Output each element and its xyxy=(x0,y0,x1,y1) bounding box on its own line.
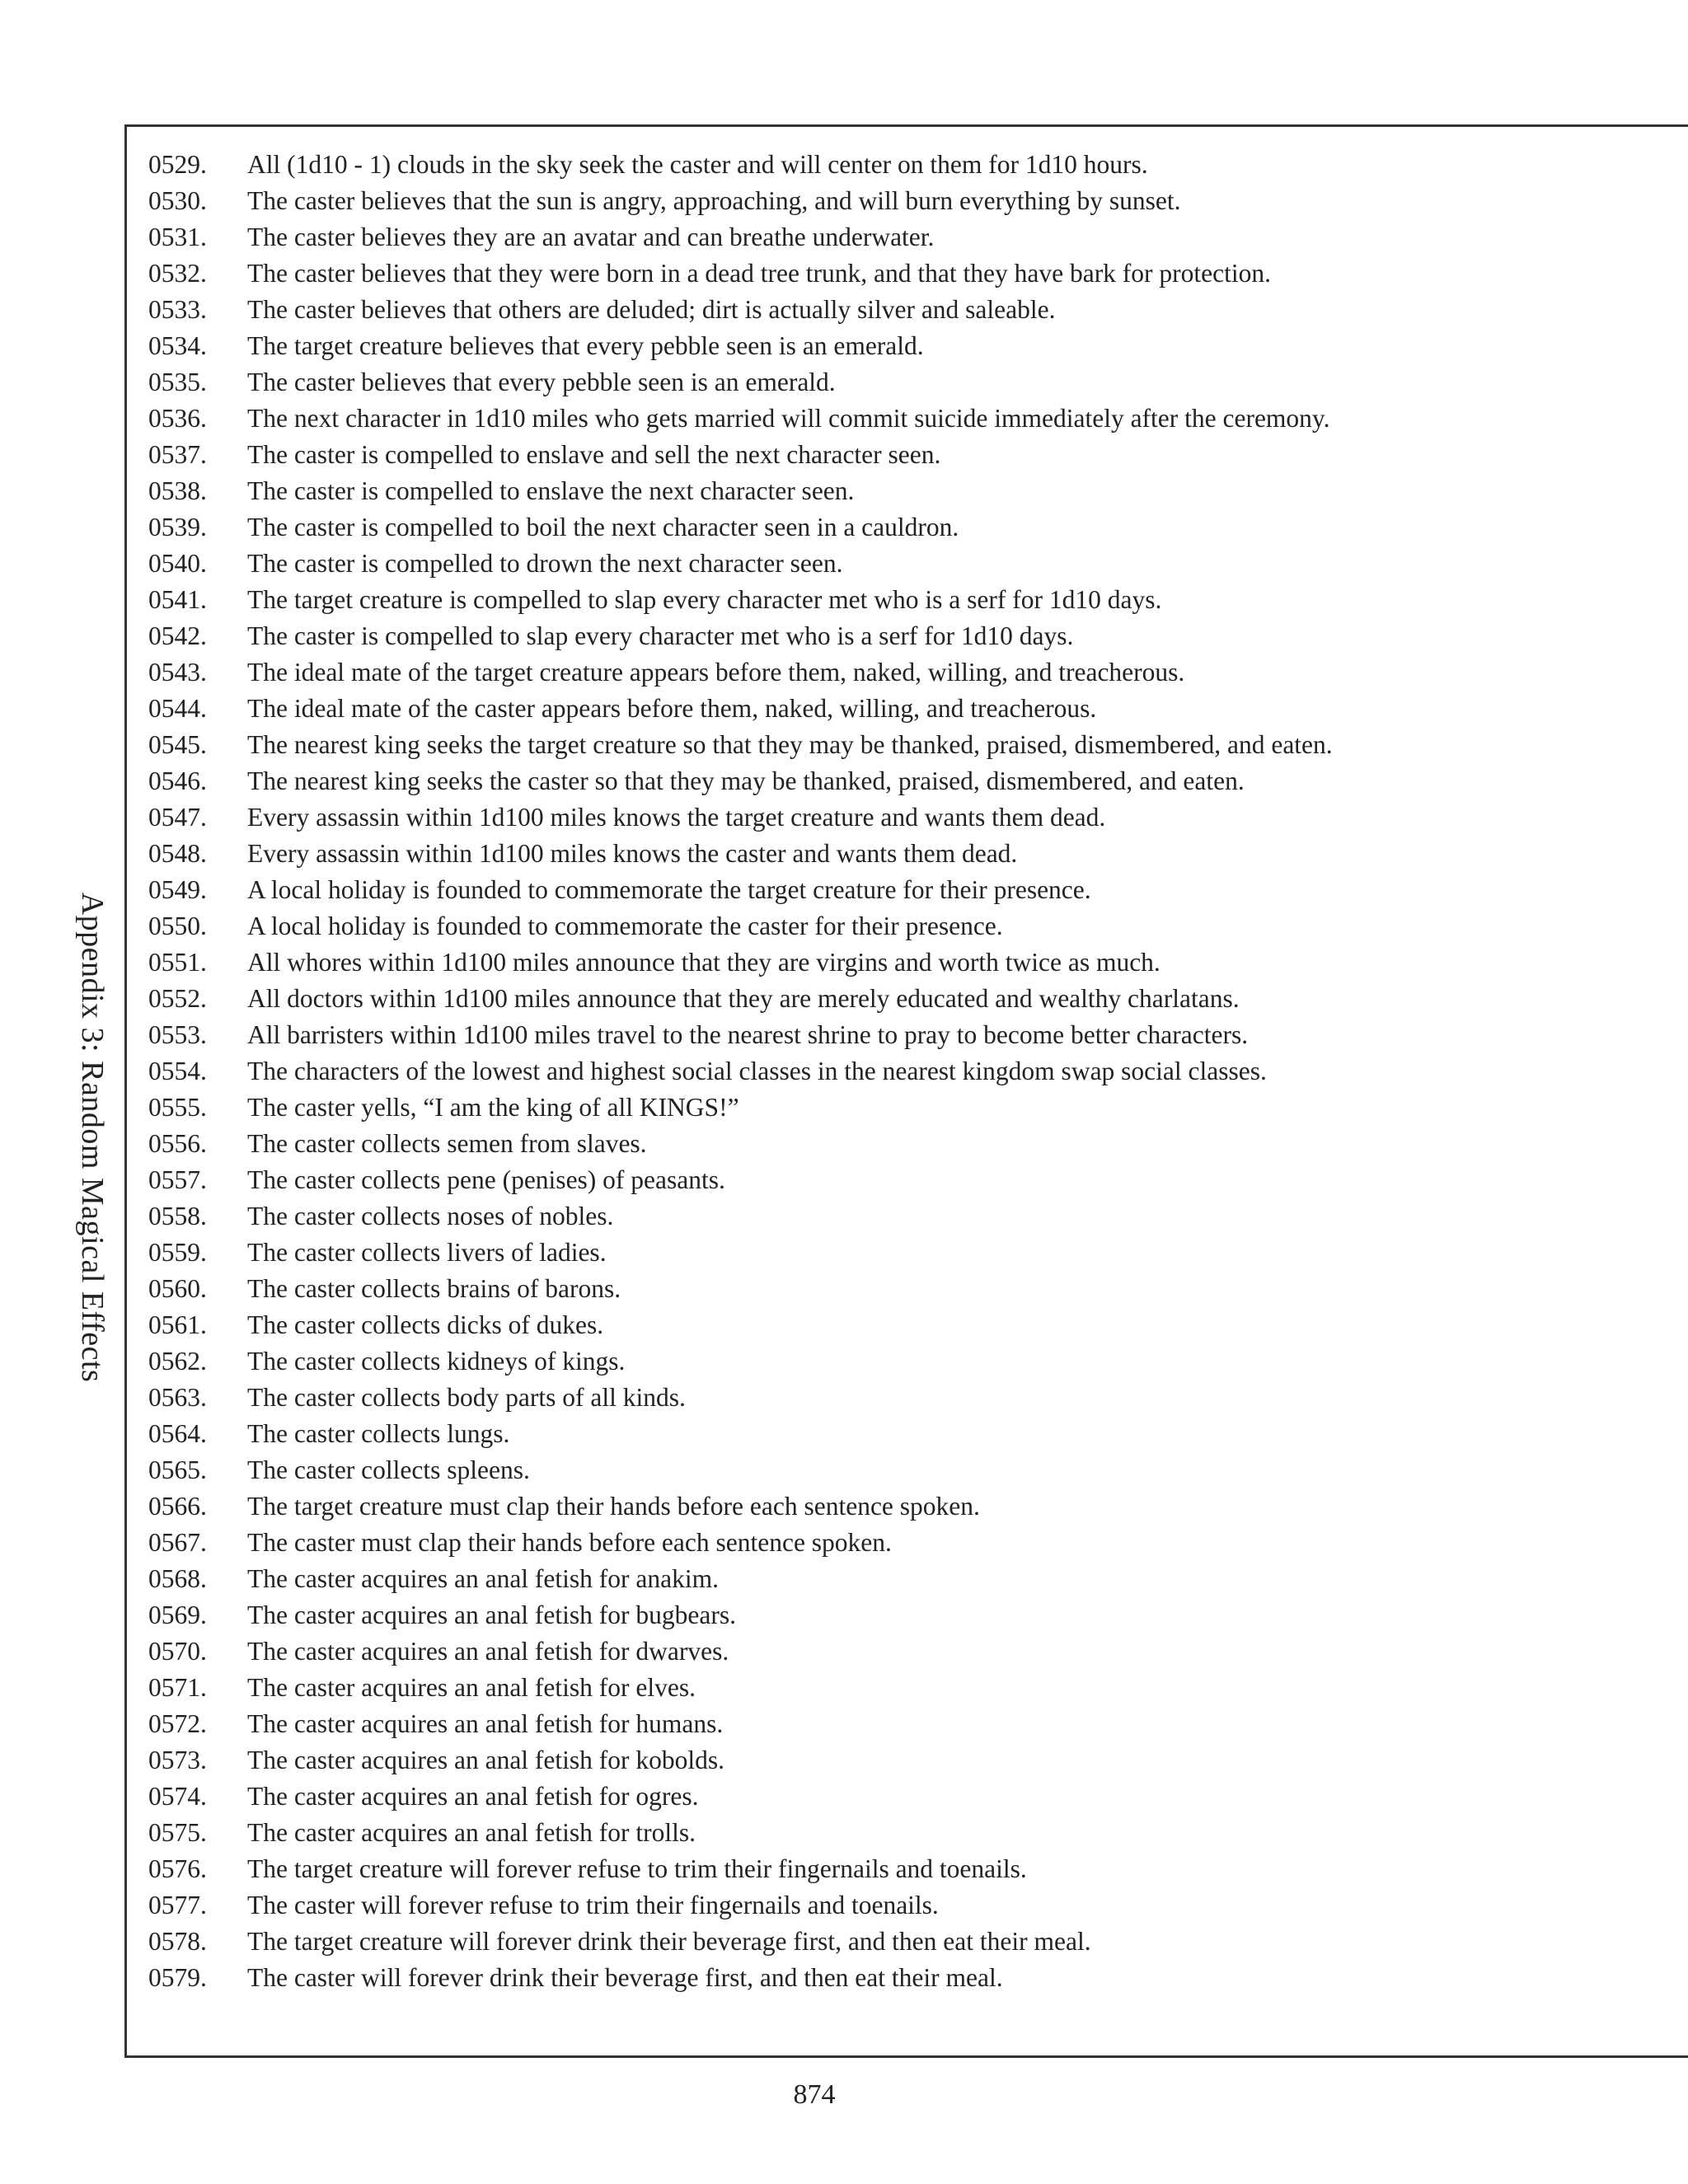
entry-text: The caster collects lungs. xyxy=(247,1419,510,1448)
entry-number: 0572. xyxy=(148,1709,207,1738)
entry-number: 0565. xyxy=(148,1455,207,1484)
list-item xyxy=(148,654,1673,691)
entry-text: The caster yells, “I am the king of all KINGS!” xyxy=(247,1093,739,1122)
entry-text: The caster collects semen from slaves. xyxy=(247,1129,647,1158)
entry-text: The target creature will forever drink their beverage first, and then eat their meal. xyxy=(247,1927,1091,1956)
entry-text: A local holiday is founded to commemorate the caster for their presence. xyxy=(247,912,1003,940)
list-item xyxy=(148,1126,1673,1162)
list-item xyxy=(148,328,1673,364)
list-item xyxy=(148,1597,1673,1633)
entry-number: 0567. xyxy=(148,1528,207,1557)
entry-text: The caster acquires an anal fetish for dwarves. xyxy=(247,1637,729,1666)
side-title-container xyxy=(0,0,110,1383)
list-item xyxy=(148,1924,1673,1960)
list-item xyxy=(148,1271,1673,1307)
entry-number: 0574. xyxy=(148,1782,207,1811)
list-item xyxy=(148,1198,1673,1235)
list-item xyxy=(148,473,1673,509)
list-item xyxy=(148,1053,1673,1090)
entry-number: 0559. xyxy=(148,1238,207,1267)
entry-text: The caster believes that they were born in a dead tree trunk, and that they have bark for protection. xyxy=(247,259,1271,288)
list-item xyxy=(148,1815,1673,1851)
entry-number: 0543. xyxy=(148,658,207,687)
list-item xyxy=(148,147,1673,183)
entry-number: 0571. xyxy=(148,1673,207,1702)
entry-text: The caster collects spleens. xyxy=(247,1455,530,1484)
entry-text: The caster collects dicks of dukes. xyxy=(247,1310,604,1339)
entry-number: 0535. xyxy=(148,368,207,396)
list-item xyxy=(148,763,1673,799)
entry-number: 0545. xyxy=(148,730,207,759)
entry-text: The caster acquires an anal fetish for humans. xyxy=(247,1709,724,1738)
entry-number: 0548. xyxy=(148,839,207,868)
entry-text: The caster acquires an anal fetish for elves. xyxy=(247,1673,696,1702)
entry-number: 0547. xyxy=(148,803,207,832)
entry-text: The caster acquires an anal fetish for kobolds. xyxy=(247,1746,725,1774)
entry-text: The caster believes they are an avatar and can breathe underwater. xyxy=(247,223,935,251)
list-item xyxy=(148,546,1673,582)
list-item xyxy=(148,872,1673,908)
list-item xyxy=(148,509,1673,546)
entry-text: The caster is compelled to slap every character met who is a serf for 1d10 days. xyxy=(247,621,1074,650)
entry-number: 0531. xyxy=(148,223,207,251)
entry-number: 0539. xyxy=(148,513,207,541)
entry-text: All whores within 1d100 miles announce that they are virgins and worth twice as much. xyxy=(247,948,1160,977)
entry-number: 0537. xyxy=(148,440,207,469)
entry-number: 0546. xyxy=(148,766,207,795)
list-item xyxy=(148,183,1673,219)
entry-text: The caster collects brains of barons. xyxy=(247,1274,621,1303)
entry-number: 0556. xyxy=(148,1129,207,1158)
entry-text: Every assassin within 1d100 miles knows the caster and wants them dead. xyxy=(247,839,1018,868)
entry-text: The caster collects body parts of all kinds. xyxy=(247,1383,686,1412)
entry-text: The ideal mate of the caster appears before them, naked, willing, and treacherous. xyxy=(247,694,1097,723)
entry-text: The caster is compelled to drown the next character seen. xyxy=(247,549,843,578)
entry-text: The caster believes that every pebble seen is an emerald. xyxy=(247,368,836,396)
list-item xyxy=(148,1670,1673,1706)
entry-number: 0563. xyxy=(148,1383,207,1412)
list-item xyxy=(148,437,1673,473)
entry-number: 0569. xyxy=(148,1601,207,1629)
entry-number: 0562. xyxy=(148,1347,207,1376)
list-item xyxy=(148,836,1673,872)
list-item xyxy=(148,1307,1673,1343)
entry-number: 0532. xyxy=(148,259,207,288)
page-number: 874 xyxy=(793,2079,836,2110)
entry-text: The next character in 1d10 miles who gets married will commit suicide immediately after the ceremony. xyxy=(247,404,1330,433)
list-item xyxy=(148,1706,1673,1742)
entry-number: 0577. xyxy=(148,1891,207,1919)
entry-text: All (1d10 - 1) clouds in the sky seek the caster and will center on them for 1d10 hours. xyxy=(247,150,1148,179)
list-item xyxy=(148,1525,1673,1561)
list-item xyxy=(148,1452,1673,1488)
entry-text: The nearest king seeks the caster so that they may be thanked, praised, dismembered, and eaten. xyxy=(247,766,1245,795)
entry-number: 0553. xyxy=(148,1020,207,1049)
entry-text: Every assassin within 1d100 miles knows the target creature and wants them dead. xyxy=(247,803,1106,832)
entry-text: The target creature believes that every pebble seen is an emerald. xyxy=(247,331,924,360)
entry-number: 0570. xyxy=(148,1637,207,1666)
entry-number: 0554. xyxy=(148,1057,207,1085)
list-item xyxy=(148,1162,1673,1198)
list-item xyxy=(148,1779,1673,1815)
entry-text: The characters of the lowest and highest social classes in the nearest kingdom swap social classes. xyxy=(247,1057,1267,1085)
entry-number: 0533. xyxy=(148,295,207,324)
list-item xyxy=(148,255,1673,292)
entry-number: 0536. xyxy=(148,404,207,433)
entry-number: 0579. xyxy=(148,1963,207,1992)
entry-text: The caster collects kidneys of kings. xyxy=(247,1347,626,1376)
entry-text: The nearest king seeks the target creature so that they may be thanked, praised, dismembered, and eaten. xyxy=(247,730,1333,759)
entry-number: 0576. xyxy=(148,1854,207,1883)
list-item xyxy=(148,1343,1673,1380)
entry-number: 0538. xyxy=(148,476,207,505)
entry-text: The caster will forever drink their beverage first, and then eat their meal. xyxy=(247,1963,1003,1992)
entry-number: 0561. xyxy=(148,1310,207,1339)
entry-text: The caster is compelled to enslave the next character seen. xyxy=(247,476,855,505)
entry-text: The caster will forever refuse to trim their fingernails and toenails. xyxy=(247,1891,939,1919)
entry-text: The caster acquires an anal fetish for ogres. xyxy=(247,1782,699,1811)
entry-number: 0541. xyxy=(148,585,207,614)
entry-number: 0552. xyxy=(148,984,207,1013)
entry-text: A local holiday is founded to commemorate the target creature for their presence. xyxy=(247,875,1091,904)
list-item xyxy=(148,799,1673,836)
entry-number: 0549. xyxy=(148,875,207,904)
entry-number: 0566. xyxy=(148,1492,207,1521)
list-item xyxy=(148,981,1673,1017)
entry-text: The target creature is compelled to slap every character met who is a serf for 1d10 days. xyxy=(247,585,1162,614)
list-item xyxy=(148,1488,1673,1525)
list-item xyxy=(148,1851,1673,1887)
list-item xyxy=(148,364,1673,401)
entry-text: The caster acquires an anal fetish for trolls. xyxy=(247,1818,696,1847)
entry-text: All doctors within 1d100 miles announce that they are merely educated and wealthy charlatans. xyxy=(247,984,1240,1013)
entry-number: 0544. xyxy=(148,694,207,723)
list-item xyxy=(148,908,1673,944)
list-item xyxy=(148,582,1673,618)
list-item xyxy=(148,1017,1673,1053)
entry-number: 0575. xyxy=(148,1818,207,1847)
entry-text: The target creature must clap their hands before each sentence spoken. xyxy=(247,1492,980,1521)
list-item xyxy=(148,1742,1673,1779)
list-item xyxy=(148,1960,1673,1996)
entry-number: 0573. xyxy=(148,1746,207,1774)
entry-number: 0560. xyxy=(148,1274,207,1303)
list-item xyxy=(148,219,1673,255)
entry-number: 0550. xyxy=(148,912,207,940)
list-item xyxy=(148,1633,1673,1670)
entry-number: 0542. xyxy=(148,621,207,650)
side-title: Appendix 3: Random Magical Effects xyxy=(75,892,110,1383)
entry-number: 0540. xyxy=(148,549,207,578)
entry-number: 0564. xyxy=(148,1419,207,1448)
entry-number: 0558. xyxy=(148,1202,207,1230)
effects-list xyxy=(148,147,1673,1996)
entry-text: The caster acquires an anal fetish for bugbears. xyxy=(247,1601,736,1629)
list-item xyxy=(148,292,1673,328)
list-item xyxy=(148,944,1673,981)
list-item xyxy=(148,1887,1673,1924)
entry-text: The caster collects pene (penises) of peasants. xyxy=(247,1165,725,1194)
entry-text: The caster collects livers of ladies. xyxy=(247,1238,607,1267)
list-item xyxy=(148,401,1673,437)
list-item xyxy=(148,1561,1673,1597)
entry-number: 0555. xyxy=(148,1093,207,1122)
list-item xyxy=(148,1380,1673,1416)
entry-text: The caster must clap their hands before each sentence spoken. xyxy=(247,1528,892,1557)
entry-text: The caster is compelled to enslave and sell the next character seen. xyxy=(247,440,941,469)
entry-text: The caster believes that others are deluded; dirt is actually silver and saleable. xyxy=(247,295,1056,324)
entry-text: The caster acquires an anal fetish for anakim. xyxy=(247,1564,719,1593)
entry-text: The ideal mate of the target creature appears before them, naked, willing, and treacherous. xyxy=(247,658,1185,687)
entry-number: 0551. xyxy=(148,948,207,977)
entry-text: The caster collects noses of nobles. xyxy=(247,1202,614,1230)
entry-number: 0530. xyxy=(148,186,207,215)
entry-text: The caster is compelled to boil the next character seen in a cauldron. xyxy=(247,513,959,541)
list-item xyxy=(148,727,1673,763)
entry-text: All barristers within 1d100 miles travel to the nearest shrine to pray to become better characters. xyxy=(247,1020,1249,1049)
entry-number: 0578. xyxy=(148,1927,207,1956)
list-item xyxy=(148,618,1673,654)
entry-number: 0568. xyxy=(148,1564,207,1593)
entry-number: 0534. xyxy=(148,331,207,360)
list-item xyxy=(148,1235,1673,1271)
entry-text: The target creature will forever refuse to trim their fingernails and toenails. xyxy=(247,1854,1027,1883)
list-item xyxy=(148,691,1673,727)
entry-number: 0557. xyxy=(148,1165,207,1194)
list-item xyxy=(148,1416,1673,1452)
list-item xyxy=(148,1090,1673,1126)
entry-text: The caster believes that the sun is angry, approaching, and will burn everything by sunset. xyxy=(247,186,1181,215)
entry-number: 0529. xyxy=(148,150,207,179)
